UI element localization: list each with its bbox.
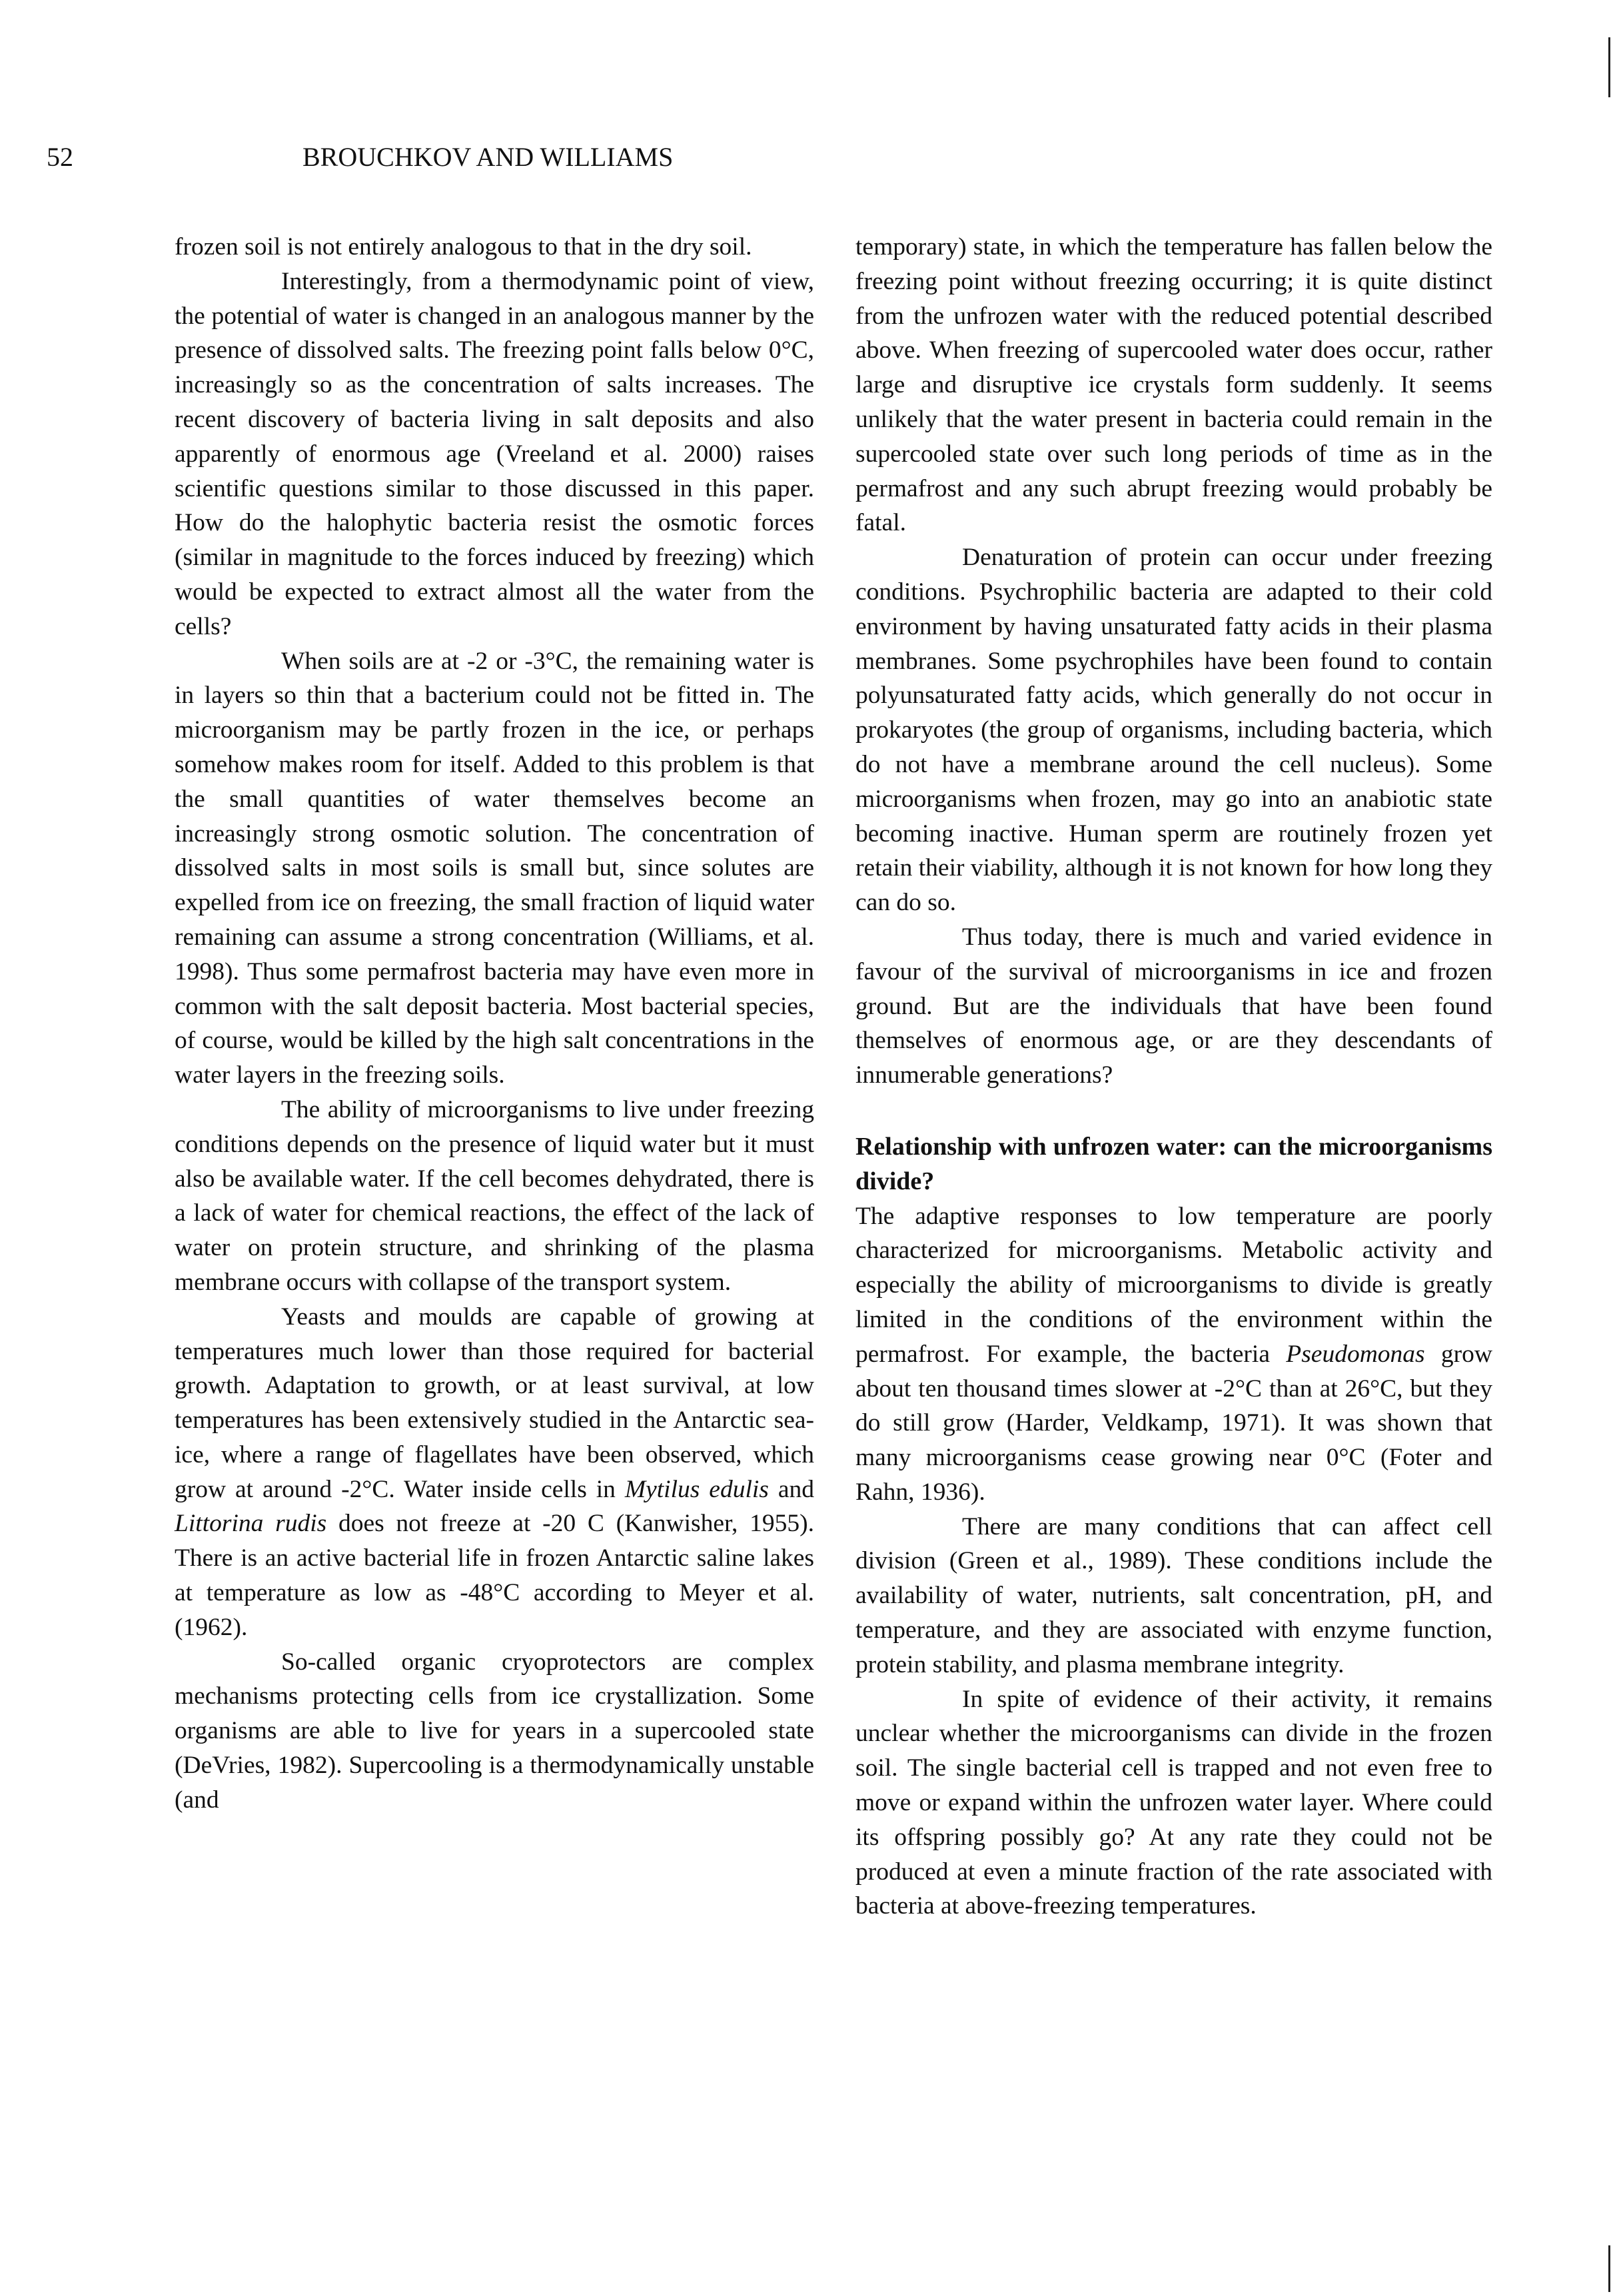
paragraph: The ability of microorganisms to live under freezing conditions depends on the presence of liquid water but it must also be available water. If the cell becomes dehydrated, there is a lack of water for chemical reactions, the effect of the lack of water on protein structure, and shrinking of the plasma membrane occurs with collapse of the transport system. [175, 1095, 814, 1296]
right-column [855, 230, 1492, 1924]
text-run: The adaptive responses to low temperature are poorly characterized for microorganisms. Metabolic activity and especially the ability of microorganisms to divide is greatly limited in the conditions of the environment within the permafrost. For example, the bacteria [855, 1202, 1492, 1368]
paragraph: So-called organic cryoprotectors are complex mechanisms protecting cells from ice crystallization. Some organisms are able to live for years in a supercooled state (DeVries, 1982). Supercooling is a thermodynamically unstable (and [175, 1648, 814, 1814]
section-heading: Relationship with unfrozen water: can the microorganisms divide? [855, 1132, 1492, 1195]
text-run: Yeasts and moulds are capable of growing at temperatures much lower than those required for bacterial growth. Adaptation to growth, or at least survival, at low temperatures has been extensively studied in the Antarctic sea-ice, where a range of flagellates have been observed, which grow at around -2°C. Water inside cells in [175, 1303, 814, 1503]
running-header [47, 141, 673, 173]
paragraph: Denaturation of protein can occur under freezing conditions. Psychrophilic bacteria are adapted to their cold environment by having unsaturated fatty acids in their plasma membranes. Some psychrophiles have been found to contain polyunsaturated fatty acids, which generally do not occur in prokaryotes (the group of organisms, including bacteria, which do not have a membrane around the cell nucleus). Some microorganisms when frozen, may go into an anabiotic state becoming inactive. Human sperm are routinely frozen yet retain their viability, although it is not known for how long they can do so. [855, 544, 1492, 917]
paragraph: There are many conditions that can affect cell division (Green et al., 1989). These conditions include the availability of water, nutrients, salt concentration, pH, and temperature, and they are associated with enzyme function, protein stability, and plasma membrane integrity. [855, 1512, 1492, 1678]
paragraph: Thus today, there is much and varied evidence in favour of the survival of microorganisms in ice and frozen ground. But are the individuals that have been found themselves of enormous age, or are they descendants of innumerable generations? [855, 923, 1492, 1089]
species-name: Littorina rudis [175, 1510, 327, 1538]
paragraph: When soils are at -2 or -3°C, the remaining water is in layers so thin that a bacterium could not be fitted in. The microorganism may be partly frozen in the ice, or perhaps somehow makes room for itself. Added to this problem is that the small quantities of water themselves become an increasingly strong osmotic solution. The concentration of dissolved salts in most soils is small but, since solutes are expelled from ice on freezing, the small fraction of liquid water remaining can assume a strong concentration (Williams, et al. 1998). Thus some permafrost bacteria may have even more in common with the salt deposit bacteria. Most bacterial species, of course, would be killed by the high salt concentrations in the water layers in the freezing soils. [175, 647, 814, 1089]
paragraph [175, 1300, 814, 1645]
paragraph: In spite of evidence of their activity, it remains unclear whether the microorganisms can divide in the frozen soil. The single bacterial cell is trapped and not even free to move or expand within the unfrozen water layer. Where could its offspring possibly go? At any rate they could not be produced at even a minute fraction of the rate associated with bacteria at above-freezing temperatures. [855, 1685, 1492, 1920]
text-run: and [768, 1475, 814, 1503]
scan-edge-mark [1608, 37, 1610, 97]
left-column [175, 230, 814, 1818]
paragraph [855, 1199, 1492, 1510]
scan-edge-mark [1608, 2245, 1610, 2292]
text-run: grow about ten thousand times slower at -2°C than at 26°C, but they do still grow (Harder, Veldkamp, 1971). It was shown that many microorganisms cease growing near 0°C (Foter and Rahn, 1936). [855, 1340, 1492, 1506]
text-run: does not freeze at -20 C (Kanwisher, 1955). There is an active bacterial life in frozen Antarctic saline lakes at temperature as low as -48°C according to Meyer et al. (1962). [175, 1510, 814, 1641]
page-number: 52 [47, 142, 73, 172]
paragraph: frozen soil is not entirely analogous to that in the dry soil. [175, 233, 752, 261]
paragraph: temporary) state, in which the temperature has fallen below the freezing point without freezing occurring; it is quite distinct from the unfrozen water with the reduced potential described above. When freezing of supercooled water does occur, rather large and disruptive ice crystals form suddenly. It seems unlikely that the water present in bacteria could remain in the supercooled state over such long periods of time as in the permafrost and any such abrupt freezing would probably be fatal. [855, 233, 1492, 537]
paragraph: Interestingly, from a thermodynamic point of view, the potential of water is changed in an analogous manner by the presence of dissolved salts. The freezing point falls below 0°C, increasingly so as the concentration of salts increases. The recent discovery of bacteria living in salt deposits and also apparently of enormous age (Vreeland et al. 2000) raises scientific questions similar to those discussed in this paper. How do the halophytic bacteria resist the osmotic forces (similar in magnitude to the forces induced by freezing) which would be expected to extract almost all the water from the cells? [175, 267, 814, 640]
genus-name: Pseudomonas [1286, 1340, 1425, 1368]
species-name: Mytilus edulis [624, 1475, 769, 1503]
running-title: BROUCHKOV AND WILLIAMS [302, 142, 674, 172]
